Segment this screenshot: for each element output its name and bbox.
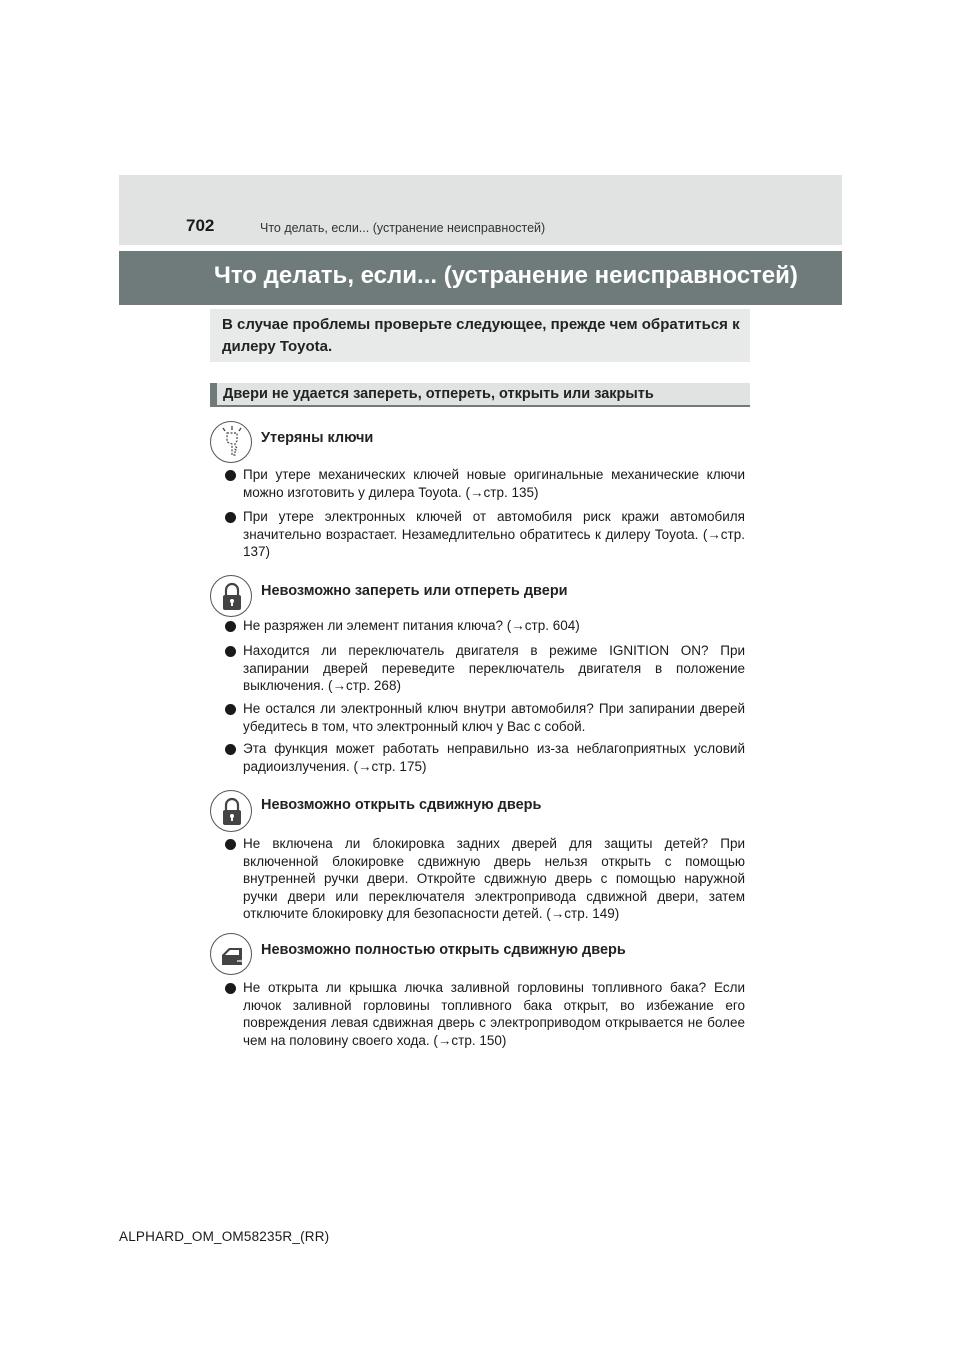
bullet-icon bbox=[225, 704, 236, 715]
subsection-heading: Невозможно полностью открыть сдвижную дверь bbox=[261, 942, 626, 958]
section-marker bbox=[210, 383, 217, 405]
page-title: Что делать, если... (устранение неисправностей) bbox=[214, 262, 798, 289]
list-item: Не включена ли блокировка задних дверей для защиты детей? При включенной блокировке сдвижную дверь нельзя открыть с помощью внутренней ручки двери. Откройте сдвижную дверь с помощью наружной ручки двери или переключателя электропривода сдвижной двери, затем отключите блокировку для безопасности детей. (→стр. 149) bbox=[243, 836, 745, 921]
subsection-heading: Невозможно открыть сдвижную дверь bbox=[261, 797, 542, 813]
bullet-icon bbox=[225, 983, 236, 994]
running-title: Что делать, если... (устранение неисправностей) bbox=[260, 221, 546, 235]
list-item: Эта функция может работать неправильно из-за неблагоприятных условий радиоизлучения. (→стр. 175) bbox=[243, 741, 745, 774]
bullet-icon bbox=[225, 839, 236, 850]
list-item: Не разряжен ли элемент питания ключа? (→стр. 604) bbox=[243, 618, 580, 633]
list-item: Не остался ли электронный ключ внутри автомобиля? При запирании дверей убедитесь в том, что электронный ключ у Вас с собой. bbox=[243, 701, 745, 734]
list-item: Не открыта ли крышка лючка заливной горловины топливного бака? Если лючок заливной горловины топливного бака открыт, во избежание его повреждения левая сдвижная дверь с электроприводом открывается не более чем на половину своего хода. (→стр. 150) bbox=[243, 980, 745, 1048]
section-title: Двери не удается запереть, отпереть, открыть или закрыть bbox=[223, 386, 654, 402]
lock-icon bbox=[210, 575, 252, 617]
bullet-icon bbox=[225, 470, 236, 481]
bullet-icon bbox=[225, 512, 236, 523]
bullet-icon bbox=[225, 744, 236, 755]
subsection-heading: Утеряны ключи bbox=[261, 430, 374, 446]
subsection-heading: Невозможно запереть или отпереть двери bbox=[261, 583, 568, 599]
page-number: 702 bbox=[186, 216, 215, 235]
sliding-door-icon bbox=[210, 933, 252, 975]
list-item: При утере механических ключей новые оригинальные механические ключи можно изготовить у дилера Toyota. (→стр. 135) bbox=[243, 467, 745, 500]
lost-key-icon bbox=[210, 421, 252, 463]
footer-code: ALPHARD_OM_OM58235R_(RR) bbox=[119, 1229, 330, 1244]
bullet-icon bbox=[225, 621, 236, 632]
lock-icon bbox=[210, 790, 252, 832]
list-item: Находится ли переключатель двигателя в режиме IGNITION ON? При запирании дверей переведите переключатель двигателя в положение выключения. (→стр. 268) bbox=[243, 643, 745, 693]
list-item: При утере электронных ключей от автомобиля риск кражи автомобиля значительно возрастает. Незамедлительно обратитесь к дилеру Toyota. (→стр. 137) bbox=[243, 509, 745, 559]
intro-text: В случае проблемы проверьте следующее, прежде чем обратиться к дилеру Toyota. bbox=[222, 316, 740, 355]
bullet-icon bbox=[225, 646, 236, 657]
